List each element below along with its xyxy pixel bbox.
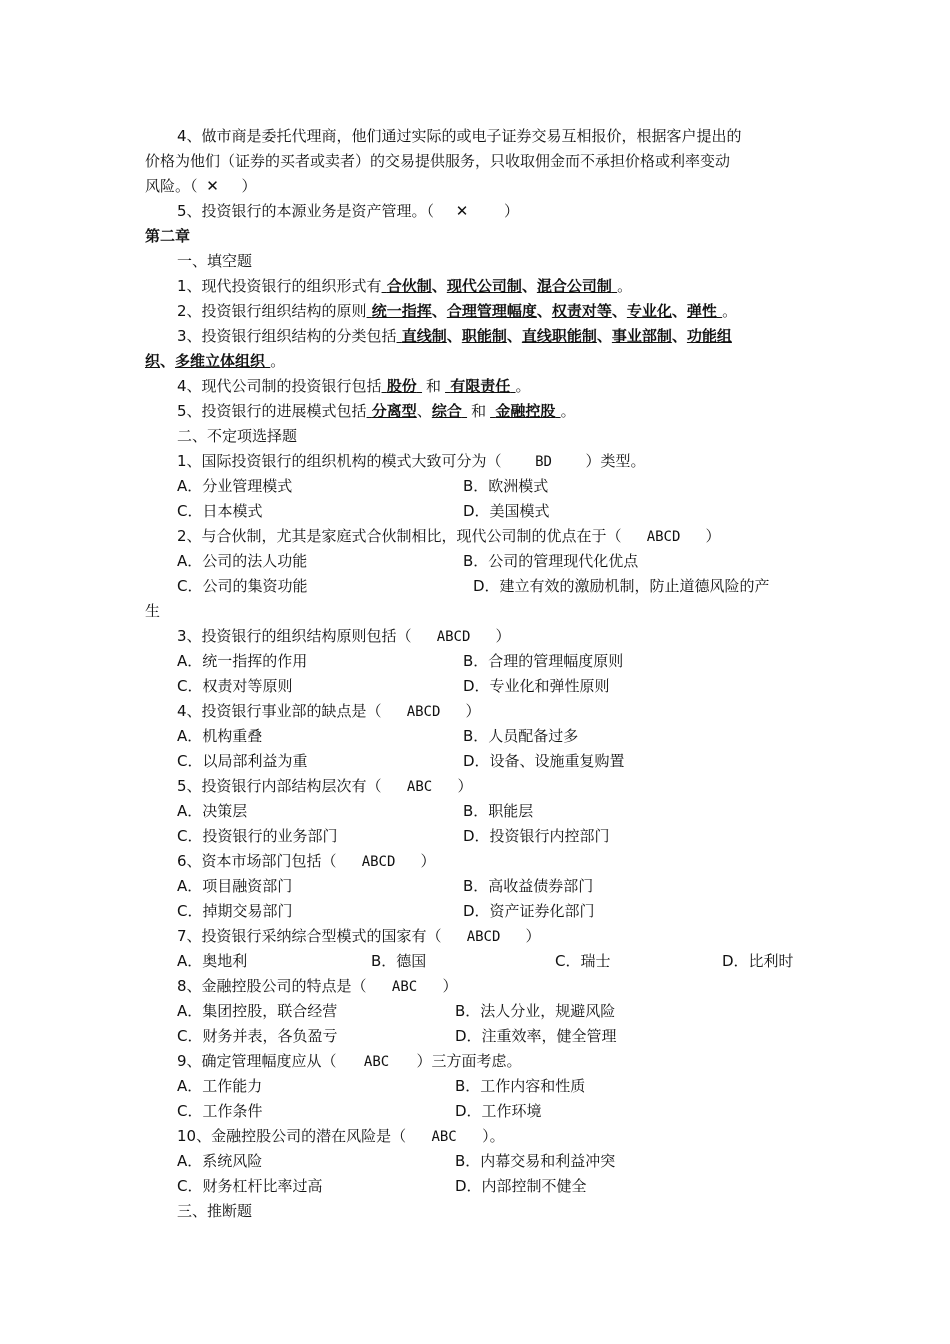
fill-q1	[177, 276, 632, 296]
judgment-q5-answer: ✕	[455, 202, 469, 220]
section3-title: 三、推断题	[177, 1202, 253, 1220]
mc-q7-option-b: B．德国	[371, 952, 427, 970]
mc-q1-stem: 1、国际投资银行的组织机构的模式大致可分为（ BD ）类型。	[177, 452, 646, 470]
mc-q9-option-b: B．工作内容和性质	[455, 1077, 586, 1095]
fill-q5-end: 。	[560, 402, 576, 420]
fill-q2-blank4: 专业化	[626, 302, 672, 320]
mc-q9-answer: ABC	[363, 1054, 390, 1070]
mc-q7-option-a: A．奥地利	[177, 952, 248, 970]
section2-title: 二、不定项选择题	[177, 427, 298, 445]
mc-q7-option-d: D．比利时	[722, 952, 794, 970]
mc-q2-option-d: D．建立有效的激励机制，防止道德风险的产	[473, 577, 770, 595]
fill-sep: 、	[536, 302, 552, 320]
fill-sep: 、	[506, 327, 522, 345]
fill-q3-blank1: 直线制	[401, 327, 447, 345]
mc-q4-answer: ABCD	[406, 704, 441, 720]
mc-q3-option-b: B．合理的管理幅度原则	[463, 652, 624, 670]
fill-q5-prefix: 5、投资银行的进展模式包括	[177, 402, 367, 420]
mc-q3-option-d: D．专业化和弹性原则	[463, 677, 610, 695]
fill-q2-prefix: 2、投资银行组织结构的原则	[177, 302, 367, 320]
fill-q2-blank5: 弹性	[686, 302, 717, 320]
mc-q5-option-c: C．投资银行的业务部门	[177, 827, 338, 845]
fill-sep: 、	[611, 302, 627, 320]
mc-q8-option-c: C．财务并表，各负盈亏	[177, 1027, 338, 1045]
mc-q10-answer: ABC	[431, 1129, 457, 1145]
fill-sep: 、	[596, 327, 612, 345]
mc-q5-option-d: D．投资银行内控部门	[463, 827, 610, 845]
mc-q2-option-b: B．公司的管理现代化优点	[463, 552, 639, 570]
fill-q4-end: 。	[515, 377, 531, 395]
mc-q10-option-d: D．内部控制不健全	[455, 1177, 587, 1195]
fill-sep: 、	[671, 302, 687, 320]
mc-q7-option-c: C．瑞士	[555, 952, 611, 970]
mc-q4-option-b: B．人员配备过多	[463, 727, 579, 745]
fill-q1-blank2: 现代公司制	[446, 277, 522, 295]
fill-q2-blank2: 合理管理幅度	[446, 302, 537, 320]
mc-q6-option-a: A．项目融资部门	[177, 877, 293, 895]
mc-q1-option-d: D．美国模式	[463, 502, 550, 520]
fill-q4	[177, 376, 531, 396]
mc-q2-option-a: A．公司的法人功能	[177, 552, 308, 570]
fill-q5-blank3: 金融控股	[495, 402, 556, 420]
fill-q4-mid: 和	[426, 377, 442, 395]
fill-q5-mid: 和	[471, 402, 487, 420]
fill-q3-prefix: 3、投资银行组织结构的分类包括	[177, 327, 397, 345]
fill-q5-blank1: 分离型	[371, 402, 417, 420]
judgment-q4-line3	[145, 176, 257, 196]
fill-q4-blank2: 有限责任	[450, 377, 511, 395]
fill-q5-blank2: 综合	[431, 402, 462, 420]
mc-q8-option-a: A．集团控股，联合经营	[177, 1002, 338, 1020]
fill-q4-prefix: 4、现代公司制的投资银行包括	[177, 377, 382, 395]
fill-q4-blank1: 股份	[386, 377, 417, 395]
judgment-q5-text: 5、投资银行的本源业务是资产管理。（	[177, 202, 435, 220]
mc-q4-option-d: D．设备、设施重复购置	[463, 752, 625, 770]
fill-q3-blank5: 功能组	[686, 327, 732, 345]
mc-q9-option-a: A．工作能力	[177, 1077, 263, 1095]
fill-sep: 、	[446, 327, 462, 345]
judgment-q4-answer: ✕	[206, 177, 219, 195]
mc-q10-option-c: C．财务杠杆比率过高	[177, 1177, 323, 1195]
mc-q8-option-b: B．法人分业，规避风险	[455, 1002, 616, 1020]
mc-q1-option-b: B．欧洲模式	[463, 477, 549, 495]
chapter-title: 第二章	[145, 227, 191, 245]
fill-q1-blank1: 合伙制	[386, 277, 432, 295]
judgment-q5-close: ）	[504, 202, 520, 220]
judgment-q5	[177, 201, 519, 221]
fill-q2	[177, 301, 737, 321]
fill-q3-blank3: 直线职能制	[521, 327, 597, 345]
fill-q3-blank4: 事业部制	[611, 327, 672, 345]
fill-q3-line1	[177, 326, 732, 346]
judgment-q4-line2: 价格为他们（证券的买者或卖者）的交易提供服务，只收取佣金而不承担价格或利率变动	[145, 152, 731, 170]
fill-q2-blank1: 统一指挥	[371, 302, 432, 320]
mc-q10-option-b: B．内幕交易和利益冲突	[455, 1152, 616, 1170]
section1-title: 一、填空题	[177, 252, 253, 270]
mc-q1-answer: BD	[535, 454, 552, 470]
fill-q3-line2	[145, 351, 285, 371]
mc-q7-stem: 7、投资银行采纳综合型模式的国家有（ ABCD ）	[177, 927, 541, 945]
mc-q8-option-d: D．注重效率，健全管理	[455, 1027, 617, 1045]
mc-q10-stem: 10、金融控股公司的潜在风险是（ ABC ）。	[177, 1127, 505, 1145]
mc-q5-stem: 5、投资银行内部结构层次有（ ABC ）	[177, 777, 473, 795]
mc-q2-answer: ABCD	[646, 529, 681, 545]
fill-q5	[177, 401, 576, 421]
judgment-q4-close: ）	[241, 177, 257, 195]
fill-q1-blank3: 混合公司制	[536, 277, 612, 295]
fill-q2-blank3: 权责对等	[551, 302, 612, 320]
mc-q8-answer: ABC	[391, 979, 418, 995]
mc-q4-option-c: C．以局部利益为重	[177, 752, 308, 770]
mc-q2-option-d-cont: 生	[145, 602, 161, 620]
mc-q5-option-b: B．职能层	[463, 802, 534, 820]
mc-q9-stem: 9、确定管理幅度应从（ ABC ）三方面考虑。	[177, 1052, 522, 1070]
mc-q3-answer: ABCD	[436, 629, 471, 645]
mc-q10-option-a: A．系统风险	[177, 1152, 263, 1170]
mc-q9-option-c: C．工作条件	[177, 1102, 263, 1120]
fill-sep: 、	[416, 402, 432, 420]
mc-q5-option-a: A．决策层	[177, 802, 248, 820]
fill-q3-blank5-cont: 织	[145, 352, 161, 370]
mc-q4-stem: 4、投资银行事业部的缺点是（ ABCD ）	[177, 702, 481, 720]
mc-q5-answer: ABC	[406, 779, 433, 795]
fill-q3-blank6: 多维立体组织	[175, 352, 266, 370]
fill-q1-prefix: 1、现代投资银行的组织形式有	[177, 277, 382, 295]
fill-sep: 、	[160, 352, 176, 370]
mc-q1-option-a: A．分业管理模式	[177, 477, 293, 495]
mc-q2-stem: 2、与合伙制，尤其是家庭式合伙制相比，现代公司制的优点在于（ ABCD ）	[177, 527, 721, 545]
mc-q4-option-a: A．机构重叠	[177, 727, 263, 745]
fill-q2-end: 。	[722, 302, 738, 320]
fill-sep: 、	[431, 302, 447, 320]
mc-q3-stem: 3、投资银行的组织结构原则包括（ ABCD ）	[177, 627, 511, 645]
fill-sep: 、	[521, 277, 537, 295]
mc-q1-option-c: C．日本模式	[177, 502, 263, 520]
mc-q6-option-d: D．资产证券化部门	[463, 902, 595, 920]
judgment-q4-text: 风险。（	[145, 177, 198, 195]
fill-sep: 、	[431, 277, 447, 295]
fill-q3-end: 。	[270, 352, 286, 370]
mc-q3-option-c: C．权责对等原则	[177, 677, 293, 695]
mc-q8-stem: 8、金融控股公司的特点是（ ABC ）	[177, 977, 458, 995]
mc-q9-option-d: D．工作环境	[455, 1102, 542, 1120]
mc-q6-option-c: C．掉期交易部门	[177, 902, 293, 920]
mc-q2-option-c: C．公司的集资功能	[177, 577, 308, 595]
fill-q1-end: 。	[617, 277, 633, 295]
judgment-q4-line1: 4、做市商是委托代理商，他们通过实际的或电子证券交易互相报价，根据客户提出的	[177, 127, 742, 145]
fill-sep: 、	[671, 327, 687, 345]
mc-q7-answer: ABCD	[466, 929, 501, 945]
mc-q6-option-b: B．高收益债券部门	[463, 877, 594, 895]
mc-q6-stem: 6、资本市场部门包括（ ABCD ）	[177, 852, 436, 870]
fill-q3-blank2: 职能制	[461, 327, 507, 345]
mc-q3-option-a: A．统一指挥的作用	[177, 652, 308, 670]
mc-q6-answer: ABCD	[361, 854, 396, 870]
